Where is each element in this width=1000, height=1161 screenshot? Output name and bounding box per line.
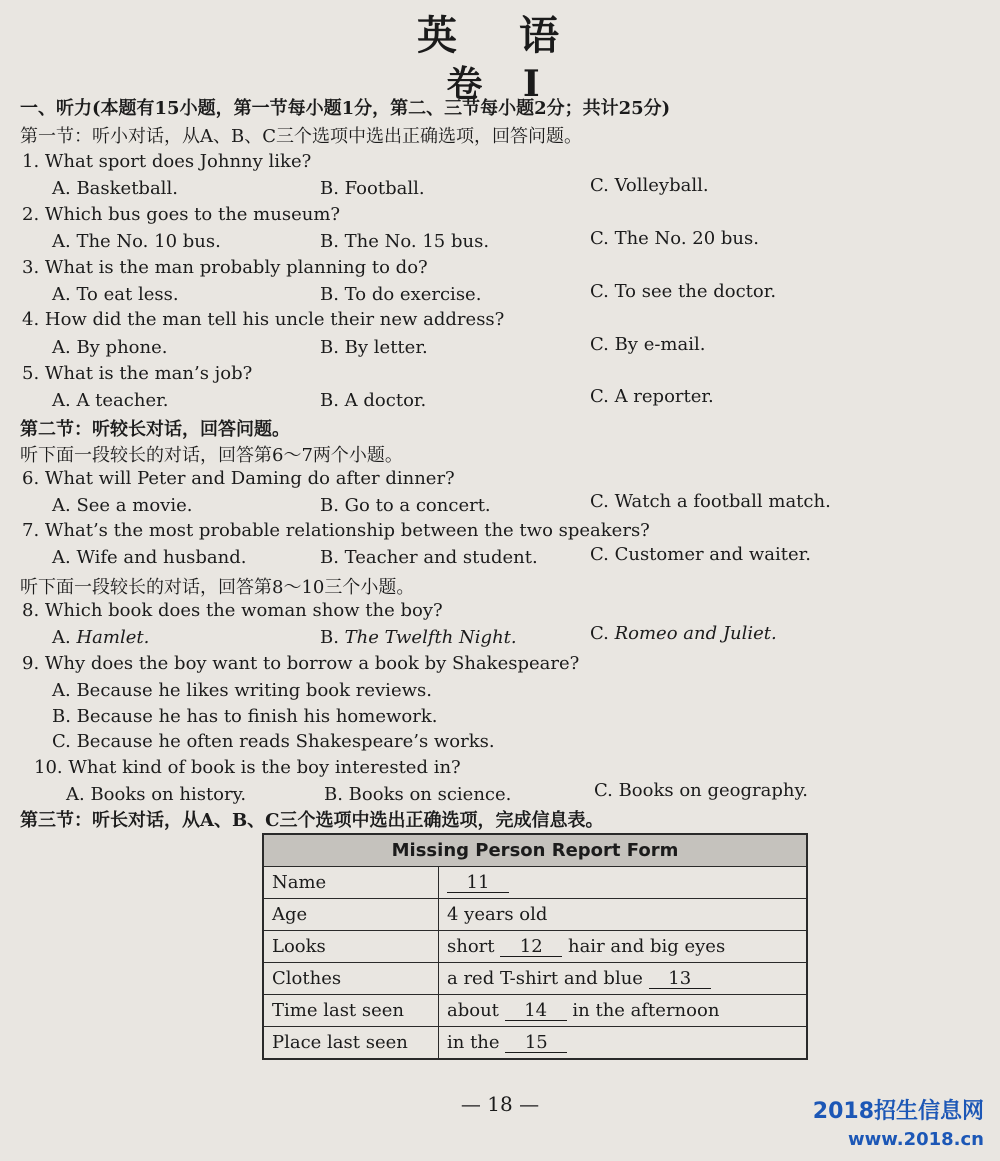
question-6: 6. What will Peter and Daming do after dinner? bbox=[22, 468, 455, 489]
q7-option-a: A. Wife and husband. bbox=[52, 547, 247, 568]
form-label: Place last seen bbox=[263, 1027, 439, 1060]
question-3: 3. What is the man probably planning to do? bbox=[22, 257, 428, 278]
q5-option-a: A. A teacher. bbox=[52, 390, 169, 411]
section2-instructions: 第二节：听较长对话，回答问题。 bbox=[20, 419, 290, 440]
q3-option-a: A. To eat less. bbox=[52, 284, 179, 305]
page-number: — 18 — bbox=[460, 1092, 540, 1116]
page-subtitle: 卷 Ⅰ bbox=[446, 63, 554, 105]
form-row-time bbox=[263, 995, 807, 1027]
q9-option-a: A. Because he likes writing book reviews. bbox=[52, 680, 432, 701]
q1-option-b: B. Football. bbox=[320, 178, 425, 199]
form-value: about 14 in the afternoon bbox=[439, 995, 808, 1027]
form-value: 4 years old bbox=[439, 899, 808, 931]
q8-option-c-title: Romeo and Juliet. bbox=[614, 623, 777, 644]
question-5: 5. What is the man’s job? bbox=[22, 363, 253, 384]
q2-option-b: B. The No. 15 bus. bbox=[320, 231, 490, 252]
q1-option-c: C. Volleyball. bbox=[590, 175, 709, 196]
q3-option-b: B. To do exercise. bbox=[320, 284, 482, 305]
form-row-clothes bbox=[263, 963, 807, 995]
q1-option-a: A. Basketball. bbox=[52, 178, 178, 199]
q4-option-a: A. By phone. bbox=[52, 337, 168, 358]
form-label: Age bbox=[263, 899, 439, 931]
page-title: 英 语 bbox=[417, 12, 583, 59]
form-row-looks bbox=[263, 931, 807, 963]
form-title: Missing Person Report Form bbox=[263, 834, 807, 867]
form-row-age bbox=[263, 899, 807, 931]
q9-option-b: B. Because he has to finish his homework. bbox=[52, 706, 438, 727]
q6-option-a: A. See a movie. bbox=[52, 495, 193, 516]
q2-option-c: C. The No. 20 bus. bbox=[590, 228, 759, 249]
form-label: Name bbox=[263, 867, 439, 899]
q8-option-a: A. Hamlet. bbox=[52, 627, 150, 648]
question-7: 7. What’s the most probable relationship between the two speakers? bbox=[22, 520, 650, 541]
brand-name: 2018招生信息网 bbox=[812, 1099, 984, 1124]
part-heading: 一、听力(本题有15小题，第一节每小题1分，第二、三节每小题2分；共计25分) bbox=[20, 98, 671, 119]
q5-option-b: B. A doctor. bbox=[320, 390, 427, 411]
q10-option-c: C. Books on geography. bbox=[594, 780, 808, 801]
q8-option-b-title: The Twelfth Night. bbox=[344, 627, 517, 648]
q8-option-c: C. Romeo and Juliet. bbox=[590, 623, 777, 644]
site-watermark-logo[interactable] bbox=[813, 1094, 984, 1150]
q3-option-c: C. To see the doctor. bbox=[590, 281, 777, 302]
q5-option-c: C. A reporter. bbox=[590, 386, 714, 407]
q7-option-c: C. Customer and waiter. bbox=[590, 544, 811, 565]
q6-option-c: C. Watch a football match. bbox=[590, 491, 831, 512]
form-value: in the 15 bbox=[439, 1027, 808, 1060]
q10-option-b: B. Books on science. bbox=[324, 784, 512, 805]
answer-blank-13[interactable]: 13 bbox=[649, 970, 711, 989]
q9-option-c: C. Because he often reads Shakespeare’s works. bbox=[52, 731, 495, 752]
section1-instructions: 第一节：听小对话，从A、B、C三个选项中选出正确选项，回答问题。 bbox=[20, 126, 582, 147]
dialogue-intro-6-7: 听下面一段较长的对话，回答第6～7两个小题。 bbox=[20, 445, 403, 466]
q4-option-c: C. By e-mail. bbox=[590, 334, 706, 355]
form-row-place bbox=[263, 1027, 807, 1060]
answer-blank-11[interactable]: 11 bbox=[447, 874, 509, 893]
section3-instructions: 第三节：听长对话，从A、B、C三个选项中选出正确选项，完成信息表。 bbox=[20, 810, 604, 831]
q2-option-a: A. The No. 10 bus. bbox=[52, 231, 221, 252]
form-label: Time last seen bbox=[263, 995, 439, 1027]
form-value: a red T-shirt and blue 13 bbox=[439, 963, 808, 995]
q4-option-b: B. By letter. bbox=[320, 337, 428, 358]
q7-option-b: B. Teacher and student. bbox=[320, 547, 538, 568]
brand-url[interactable]: www.2018.cn bbox=[848, 1129, 984, 1150]
form-row-name bbox=[263, 867, 807, 899]
question-10: 10. What kind of book is the boy interested in? bbox=[34, 757, 461, 778]
form-value bbox=[439, 867, 808, 899]
answer-blank-14[interactable]: 14 bbox=[505, 1002, 567, 1021]
question-8: 8. Which book does the woman show the boy? bbox=[22, 600, 443, 621]
q8-option-a-title: Hamlet. bbox=[76, 627, 150, 648]
missing-person-form bbox=[262, 833, 808, 1060]
q10-option-a: A. Books on history. bbox=[66, 784, 247, 805]
question-2: 2. Which bus goes to the museum? bbox=[22, 204, 341, 225]
dialogue-intro-8-10: 听下面一段较长的对话，回答第8～10三个小题。 bbox=[20, 577, 415, 598]
q8-option-b: B. The Twelfth Night. bbox=[320, 627, 517, 648]
question-4: 4. How did the man tell his uncle their new address? bbox=[22, 309, 505, 330]
q6-option-b: B. Go to a concert. bbox=[320, 495, 491, 516]
form-value: short 12 hair and big eyes bbox=[439, 931, 808, 963]
question-9: 9. Why does the boy want to borrow a book by Shakespeare? bbox=[22, 653, 580, 674]
form-label: Clothes bbox=[263, 963, 439, 995]
form-label: Looks bbox=[263, 931, 439, 963]
answer-blank-15[interactable]: 15 bbox=[505, 1034, 567, 1053]
answer-blank-12[interactable]: 12 bbox=[500, 938, 562, 957]
question-1: 1. What sport does Johnny like? bbox=[22, 151, 312, 172]
